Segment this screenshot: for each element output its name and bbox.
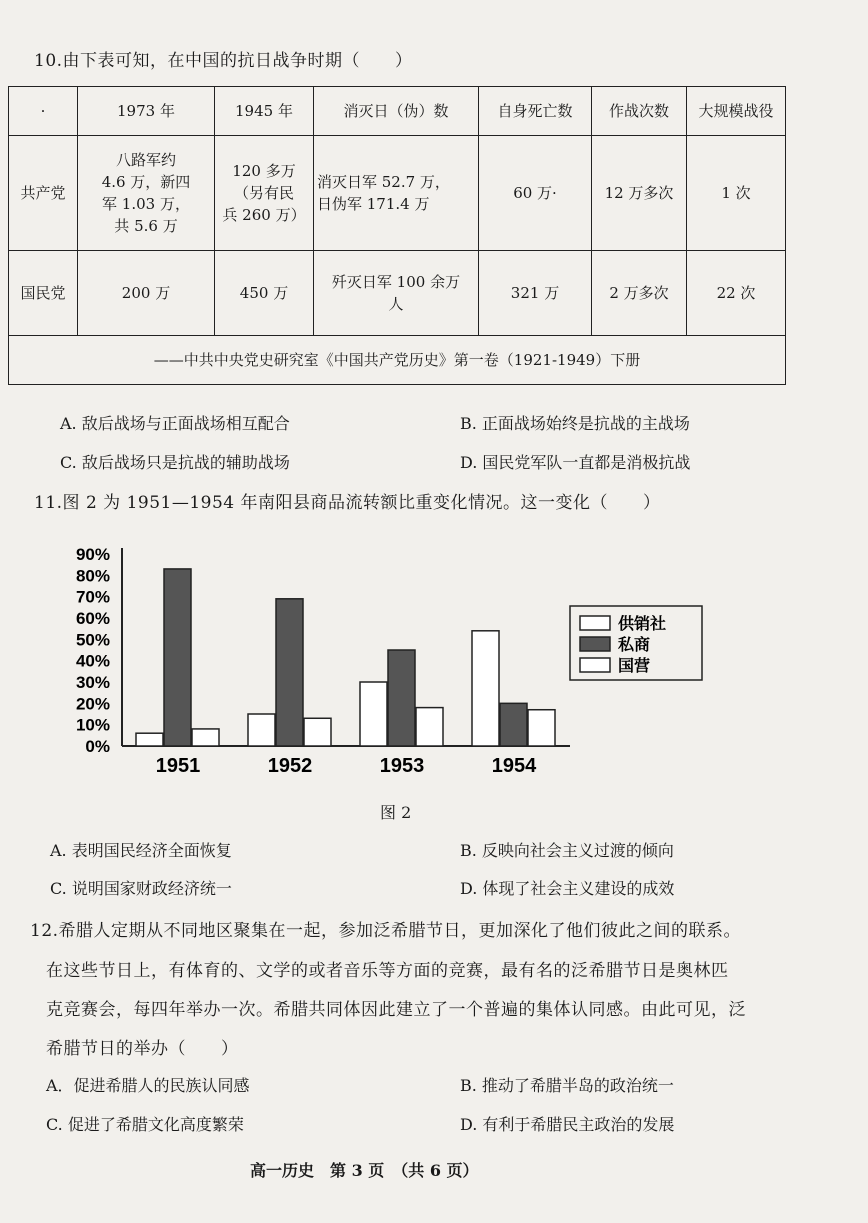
bar-私商: [164, 569, 191, 746]
bar-私商: [276, 599, 303, 746]
q12-stem-line: 希腊节日的举办（ ）: [46, 1039, 239, 1059]
bar-国营: [528, 710, 555, 746]
table-header: 大规模战役: [687, 87, 786, 136]
y-tick-label: 30%: [75, 673, 110, 692]
bar-私商: [500, 703, 527, 746]
q10-option-d: D. 国民党军队一直都是消极抗战: [460, 453, 691, 472]
y-axis-ticks: [76, 545, 110, 756]
bar-供销社: [472, 631, 499, 746]
table-cell: 消灭日军 52.7 万， 日伪军 171.4 万: [314, 136, 479, 251]
q11-stem: 11.图 2 为 1951—1954 年南阳县商品流转额比重变化情况。这一变化（ ）: [34, 493, 661, 513]
row-party: 共产党: [9, 136, 78, 251]
table-corner: ·: [9, 87, 78, 136]
table-header: 1945 年: [215, 87, 314, 136]
x-tick-label: 1953: [379, 755, 425, 777]
bar-国营: [304, 718, 331, 746]
legend-label: 私商: [618, 635, 651, 654]
q12-stem-line: 12.希腊人定期从不同地区聚集在一起，参加泛希腊节日，更加深化了他们彼此之间的联系。: [30, 921, 742, 941]
legend-swatch: [580, 658, 610, 672]
q10-table: [8, 86, 786, 385]
y-tick-label: 40%: [75, 651, 110, 671]
chart-legend: [570, 606, 702, 680]
table-cell: 2 万多次: [592, 251, 687, 336]
q11-option-d: D. 体现了社会主义建设的成效: [460, 879, 675, 898]
y-tick-label: 50%: [75, 630, 110, 650]
table-cell: 450 万: [215, 251, 314, 336]
y-tick-label: 60%: [75, 609, 110, 628]
table-source: ——中共中央党史研究室《中国共产党历史》第一卷（1921-1949）下册: [9, 336, 786, 385]
table-cell: 120 多万 （另有民 兵 260 万）: [215, 136, 314, 251]
table-header: 作战次数: [592, 87, 687, 136]
q11-option-b: B. 反映向社会主义过渡的倾向: [460, 841, 674, 860]
q11-caption: 图 2: [380, 803, 412, 822]
q10-option-a: A. 敌后战场与正面战场相互配合: [60, 414, 290, 433]
table-cell: 12 万多次: [592, 136, 687, 251]
bars: [136, 569, 555, 746]
table-cell: 60 万·: [479, 136, 592, 251]
table-header: 自身死亡数: [479, 87, 592, 136]
table-header: 1973 年: [78, 87, 215, 136]
x-tick-label: 1954: [491, 755, 537, 777]
table-cell: 22 次: [687, 251, 786, 336]
y-tick-label: 90%: [75, 545, 110, 564]
q12-option-a: A．促进希腊人的民族认同感: [46, 1076, 250, 1095]
table-cell: 200 万: [78, 251, 215, 336]
x-tick-label: 1952: [267, 755, 313, 777]
q12-stem-line: 在这些节日上，有体育的、文学的或者音乐等方面的竞赛，最有名的泛希腊节日是奥林匹: [46, 961, 729, 981]
bar-国营: [416, 708, 443, 746]
y-tick-label: 20%: [75, 694, 110, 714]
legend-label: 供销社: [618, 614, 667, 633]
q10-option-c: C. 敌后战场只是抗战的辅助战场: [60, 453, 290, 472]
legend-label: 国营: [618, 656, 651, 675]
bar-私商: [388, 650, 415, 746]
table-cell: 321 万: [479, 251, 592, 336]
table-cell: 歼灭日军 100 余万 人: [314, 251, 479, 336]
q11-chart: [70, 540, 710, 780]
y-tick-label: 10%: [75, 715, 110, 735]
bar-国营: [192, 729, 219, 746]
q10-stem: 10.由下表可知，在中国的抗日战争时期（ ）: [34, 51, 413, 71]
legend-swatch: [580, 637, 610, 651]
bar-供销社: [136, 733, 163, 746]
x-tick-label: 1951: [155, 755, 201, 777]
q12-option-d: D. 有利于希腊民主政治的发展: [460, 1115, 675, 1134]
bar-供销社: [248, 714, 275, 746]
y-tick-label: 80%: [75, 566, 110, 586]
q12-option-c: C. 促进了希腊文化高度繁荣: [46, 1115, 244, 1134]
q11-option-c: C. 说明国家财政经济统一: [50, 879, 232, 898]
bar-供销社: [360, 682, 387, 746]
y-tick-label: 0%: [85, 737, 110, 756]
table-cell: 1 次: [687, 136, 786, 251]
q12-stem-line: 克竞赛会，每四年举办一次。希腊共同体因此建立了一个普遍的集体认同感。由此可见，泛: [46, 1000, 746, 1020]
q12-option-b: B. 推动了希腊半岛的政治统一: [460, 1076, 674, 1095]
page-footer: 高一历史 第 3 页 （共 6 页）: [250, 1161, 479, 1180]
legend-swatch: [580, 616, 610, 630]
q10-option-b: B. 正面战场始终是抗战的主战场: [460, 414, 690, 433]
table-cell: 八路军约 4.6 万，新四 军 1.03 万， 共 5.6 万: [78, 136, 215, 251]
q11-option-a: A. 表明国民经济全面恢复: [50, 841, 232, 860]
row-party: 国民党: [9, 251, 78, 336]
table-header: 消灭日（伪）数: [314, 87, 479, 136]
y-tick-label: 70%: [75, 587, 110, 607]
x-axis-labels: [156, 755, 537, 777]
